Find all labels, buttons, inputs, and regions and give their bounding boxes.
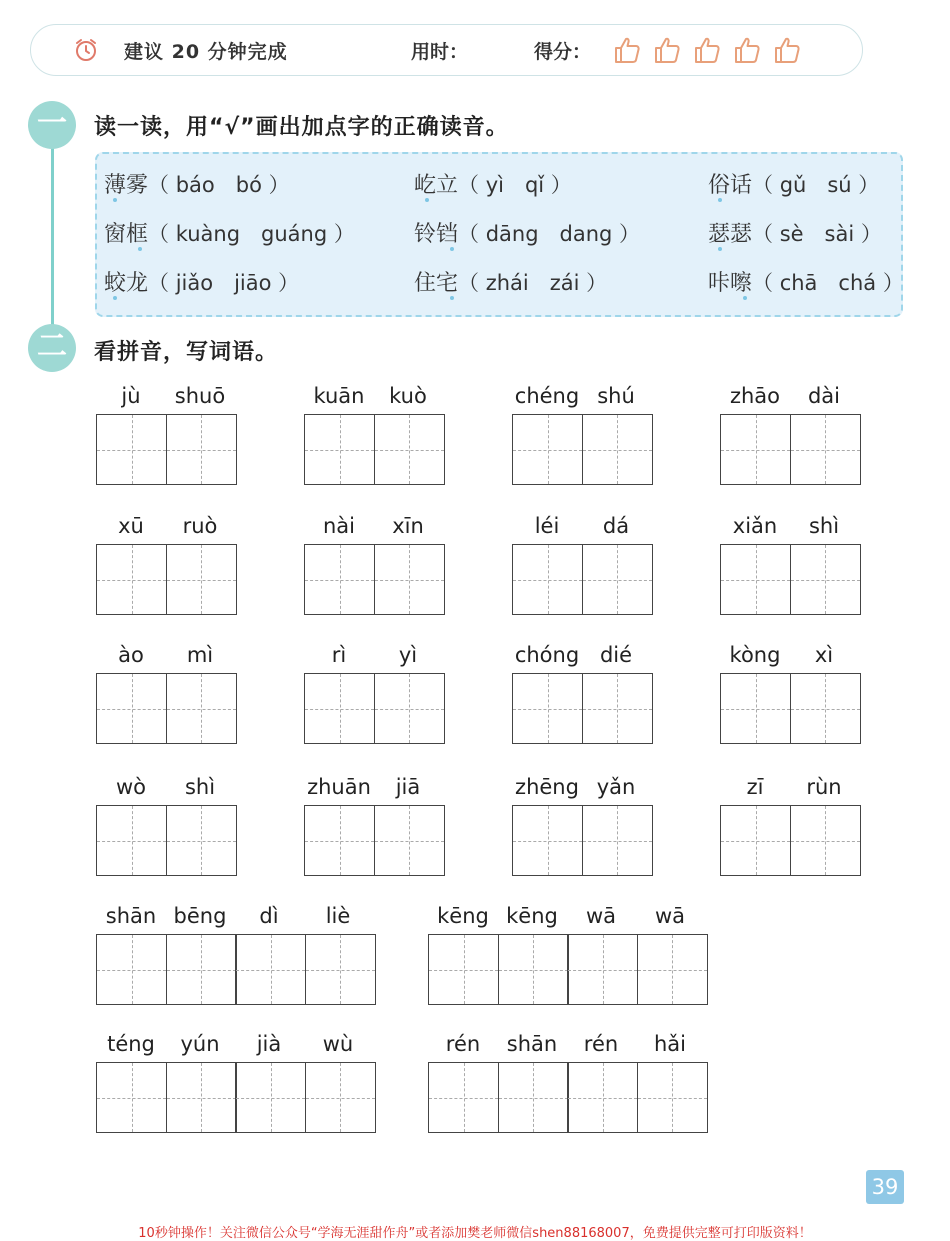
writing-cell[interactable] — [428, 1062, 499, 1133]
pinyin-label: xiǎn — [732, 514, 778, 538]
thumbs-up-icon[interactable] — [611, 34, 643, 66]
pinyin-label: yǎn — [596, 775, 636, 799]
writing-cell[interactable] — [304, 414, 375, 485]
pinyin-label: ào — [118, 643, 144, 667]
word-writing-group — [720, 643, 861, 746]
pinyin-label: zhāo — [729, 384, 781, 408]
thumbs-up-icon[interactable] — [771, 34, 803, 66]
pinyin-label: wù — [322, 1032, 354, 1056]
alarm-clock-icon — [73, 37, 99, 63]
word-writing-group — [96, 384, 237, 487]
pinyin-label: rén — [583, 1032, 619, 1056]
pinyin-label: zhuān — [307, 775, 371, 799]
pinyin-label: wā — [585, 904, 617, 928]
writing-cell[interactable] — [637, 1062, 708, 1133]
writing-cell[interactable] — [790, 414, 861, 485]
pinyin-label: zī — [746, 775, 764, 799]
pinyin-label: shān — [105, 904, 157, 928]
pinyin-label: dài — [807, 384, 841, 408]
word-writing-group — [96, 775, 237, 878]
writing-cell[interactable] — [305, 1062, 376, 1133]
writing-cell[interactable] — [166, 414, 237, 485]
pinyin-label: dié — [599, 643, 633, 667]
word-writing-group — [720, 514, 861, 617]
writing-cell[interactable] — [96, 1062, 167, 1133]
writing-cell[interactable] — [96, 805, 167, 876]
pinyin-label: shú — [597, 384, 635, 408]
writing-cell[interactable] — [235, 1062, 306, 1133]
thumbs-up-icon[interactable] — [691, 34, 723, 66]
emphasis-dot — [113, 296, 117, 300]
pinyin-label: kuò — [389, 384, 427, 408]
word-writing-group — [720, 384, 861, 487]
score-thumbs — [611, 34, 803, 66]
pinyin-label: jià — [256, 1032, 282, 1056]
writing-cell[interactable] — [166, 673, 237, 744]
pinyin-label: jiā — [395, 775, 421, 799]
writing-cell[interactable] — [96, 544, 167, 615]
writing-cell[interactable] — [166, 1062, 237, 1133]
header-bar — [30, 24, 863, 76]
score-label: 得分： — [534, 41, 592, 63]
word-writing-group — [512, 514, 653, 617]
pinyin-label: zhēng — [515, 775, 579, 799]
pronunciation-item: 咔嚓（ chā chá ） — [708, 271, 904, 296]
pinyin-label: rén — [445, 1032, 481, 1056]
pinyin-label: mì — [186, 643, 214, 667]
pinyin-label: kēng — [506, 904, 558, 928]
writing-cell[interactable] — [96, 414, 167, 485]
pinyin-label: bēng — [173, 904, 227, 928]
pinyin-label: dá — [602, 514, 630, 538]
writing-cell[interactable] — [96, 673, 167, 744]
writing-cell[interactable] — [166, 934, 237, 1005]
pronunciation-item: 薄雾（ báo bó ） — [104, 173, 290, 198]
pinyin-label: chóng — [514, 643, 580, 667]
pinyin-label: xì — [814, 643, 834, 667]
word-writing-group — [304, 775, 445, 878]
pinyin-label: yì — [398, 643, 418, 667]
word-writing-group — [304, 643, 445, 746]
pronunciation-item: 窗框（ kuàng guáng ） — [104, 222, 355, 247]
pinyin-label: shān — [506, 1032, 558, 1056]
writing-cell[interactable] — [304, 805, 375, 876]
pinyin-label: ruò — [182, 514, 218, 538]
pinyin-label: nài — [322, 514, 355, 538]
writing-cell[interactable] — [498, 934, 569, 1005]
thumbs-up-icon[interactable] — [731, 34, 763, 66]
emphasis-dot — [718, 198, 722, 202]
pronunciation-item: 俗话（ gǔ sú ） — [708, 173, 880, 198]
writing-cell[interactable] — [166, 805, 237, 876]
pinyin-label: wò — [115, 775, 147, 799]
pinyin-label: jù — [121, 384, 141, 408]
footer-note: 10秒钟操作！关注微信公众号“学海无涯甜作舟”或者添加樊老师微信shen88168007，免费提供完整可打印版资料！ — [138, 1226, 812, 1241]
writing-cell[interactable] — [582, 805, 653, 876]
writing-cell[interactable] — [567, 1062, 638, 1133]
word-writing-group — [304, 384, 445, 487]
section-2-title: 看拼音，写词语。 — [94, 340, 279, 365]
emphasis-dot — [743, 296, 747, 300]
time-suggestion: 建议 20 分钟完成 — [124, 41, 288, 63]
pinyin-label: yún — [180, 1032, 220, 1056]
emphasis-dot — [718, 247, 722, 251]
pronunciation-item: 铃铛（ dāng dang ） — [414, 222, 641, 247]
section-connector-line — [51, 148, 54, 328]
emphasis-dot — [113, 198, 117, 202]
writing-cell[interactable] — [720, 544, 791, 615]
word-writing-group — [428, 1032, 707, 1135]
pinyin-label: shì — [184, 775, 216, 799]
emphasis-dot — [450, 296, 454, 300]
writing-cell[interactable] — [304, 673, 375, 744]
pinyin-label: léi — [534, 514, 560, 538]
word-writing-group — [512, 775, 653, 878]
pronunciation-item: 蛟龙（ jiǎo jiāo ） — [104, 271, 300, 296]
word-writing-group — [304, 514, 445, 617]
writing-cell[interactable] — [720, 414, 791, 485]
pinyin-label: liè — [325, 904, 351, 928]
word-writing-group — [512, 384, 653, 487]
writing-cell[interactable] — [790, 544, 861, 615]
pinyin-label: kēng — [437, 904, 489, 928]
emphasis-dot — [138, 247, 142, 251]
pronunciation-item: 瑟瑟（ sè sài ） — [708, 222, 882, 247]
writing-cell[interactable] — [235, 934, 306, 1005]
pinyin-label: hǎi — [653, 1032, 686, 1056]
section-2-number: 二 — [28, 324, 76, 372]
writing-cell[interactable] — [582, 544, 653, 615]
page-number: 39 — [866, 1170, 904, 1204]
pinyin-label: kuān — [313, 384, 365, 408]
writing-cell[interactable] — [428, 934, 499, 1005]
word-writing-group — [96, 643, 237, 746]
pinyin-label: xū — [118, 514, 144, 538]
writing-cell[interactable] — [305, 934, 376, 1005]
writing-cell[interactable] — [720, 673, 791, 744]
emphasis-dot — [450, 247, 454, 251]
writing-cell[interactable] — [720, 805, 791, 876]
pinyin-label: kòng — [729, 643, 781, 667]
writing-cell[interactable] — [512, 805, 583, 876]
pinyin-label: rì — [331, 643, 347, 667]
writing-cell[interactable] — [567, 934, 638, 1005]
pinyin-label: chéng — [514, 384, 580, 408]
section-1-title: 读一读，用“√”画出加点字的正确读音。 — [94, 115, 509, 140]
time-used-label: 用时： — [411, 41, 469, 63]
section-1-number: 一 — [28, 101, 76, 149]
pronunciation-item: 屹立（ yì qǐ ） — [414, 173, 572, 198]
writing-cell[interactable] — [582, 673, 653, 744]
word-writing-group — [96, 904, 375, 1007]
pinyin-label: dì — [259, 904, 279, 928]
pinyin-label: shuō — [174, 384, 226, 408]
pinyin-label: wā — [654, 904, 686, 928]
writing-cell[interactable] — [304, 544, 375, 615]
pronunciation-item: 住宅（ zhái zái ） — [414, 271, 608, 296]
writing-cell[interactable] — [374, 414, 445, 485]
thumbs-up-icon[interactable] — [651, 34, 683, 66]
word-writing-group — [96, 514, 237, 617]
pinyin-label: rùn — [806, 775, 842, 799]
writing-cell[interactable] — [512, 414, 583, 485]
writing-cell[interactable] — [512, 544, 583, 615]
emphasis-dot — [425, 198, 429, 202]
writing-cell[interactable] — [96, 934, 167, 1005]
writing-cell[interactable] — [512, 673, 583, 744]
writing-cell[interactable] — [637, 934, 708, 1005]
pinyin-label: shì — [808, 514, 840, 538]
writing-cell[interactable] — [374, 805, 445, 876]
word-writing-group — [428, 904, 707, 1007]
writing-cell[interactable] — [498, 1062, 569, 1133]
pinyin-label: xīn — [392, 514, 424, 538]
pinyin-label: téng — [107, 1032, 155, 1056]
writing-cell[interactable] — [374, 544, 445, 615]
writing-cell[interactable] — [582, 414, 653, 485]
word-writing-group — [512, 643, 653, 746]
writing-cell[interactable] — [374, 673, 445, 744]
writing-cell[interactable] — [790, 805, 861, 876]
word-writing-group — [96, 1032, 375, 1135]
word-writing-group — [720, 775, 861, 878]
writing-cell[interactable] — [166, 544, 237, 615]
writing-cell[interactable] — [790, 673, 861, 744]
